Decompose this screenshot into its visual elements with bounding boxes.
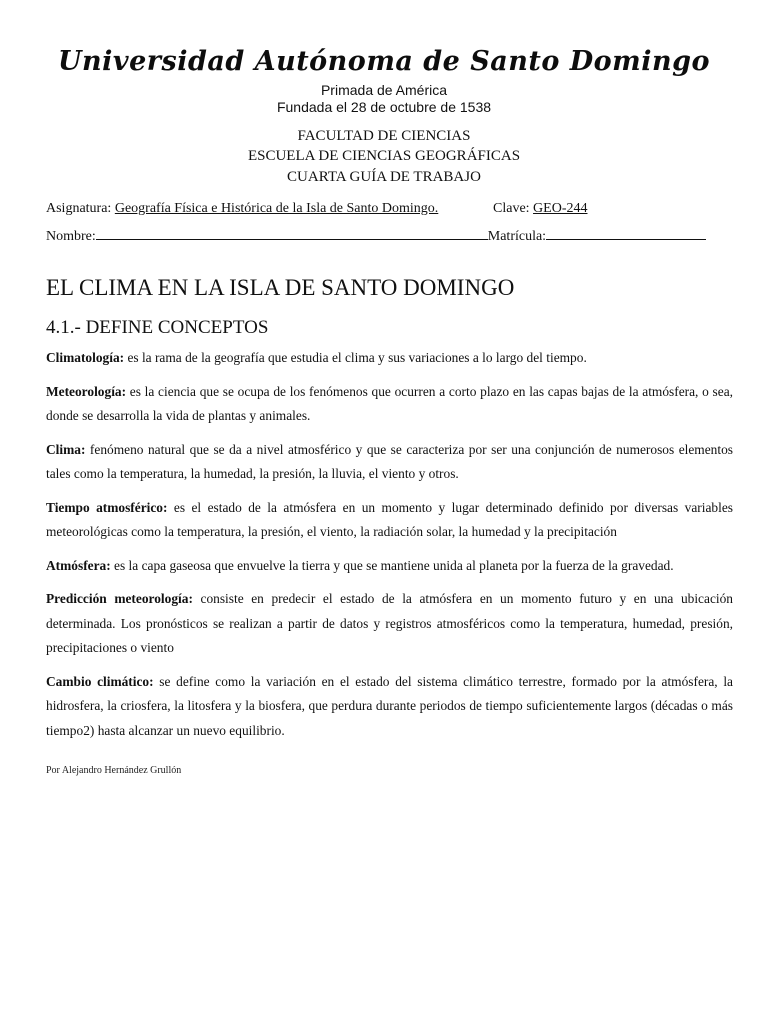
definition-term: Predicción meteorología: (46, 591, 193, 606)
section-title: 4.1.- DEFINE CONCEPTOS (46, 317, 269, 338)
definition-term: Atmósfera: (46, 557, 111, 573)
definition-item (46, 670, 733, 744)
definition-term: Tiempo atmosférico: (46, 499, 168, 515)
clave-label: Clave: (493, 201, 534, 216)
definition-text: es el estado de la atmósfera en un momento y lugar determinado definido por diversas variables meteorológicas como la temperatura, la presión, el viento, la radiación solar, la humedad y la precipitación (46, 499, 733, 539)
definition-text: es la capa gaseosa que envuelve la tierra y que se mantiene unida al planeta por la fuerza de la gravedad. (110, 557, 674, 573)
definition-term: Cambio climático: (46, 673, 154, 689)
definition-term: Clima: (46, 441, 86, 457)
asignatura-value: Geografía Física e Histórica de la Isla de Santo Domingo. (114, 201, 439, 216)
university-subtitle: Primada de América (320, 82, 448, 98)
nombre-label: Nombre: (46, 229, 96, 244)
asignatura-label: Asignatura: (46, 201, 115, 216)
clave-row (493, 201, 587, 217)
definition-text: consiste en predecir el estado de la atmósfera en un momento futuro y en una ubicación determinada. Los pronósticos se realizan a partir de datos y registros atmosféricos como la temperatura, humedad, presión, precipitaciones o viento (46, 591, 733, 655)
definition-text: es la rama de la geografía que estudia el clima y sus variaciones a lo largo del tiempo. (124, 350, 587, 365)
asignatura-row (46, 201, 438, 217)
author-credit: Por Alejandro Hernández Grullón (46, 765, 182, 776)
definition-text: es la ciencia que se ocupa de los fenómenos que ocurren a corto plazo en las capas bajas de la atmósfera, o sea, donde se desarrolla la vida de plantas y animales. (46, 383, 733, 423)
school-name: ESCUELA DE CIENCIAS GEOGRÁFICAS (247, 148, 521, 164)
definition-term: Meteorología: (46, 383, 127, 399)
university-founded: Fundada el 28 de octubre de 1538 (276, 99, 492, 115)
clave-value: GEO-244 (533, 201, 588, 216)
definition-text: se define como la variación en el estado del sistema climático terrestre, formado por la atmósfera, la hidrosfera, la criosfera, la litosfera y la biosfera, que perdura durante periodos de tiempo suficientemente largos (décadas o más tiempo2) hasta alcanzar un nuevo equilibrio. (46, 673, 733, 738)
definition-item (46, 438, 733, 487)
matricula-label: Matrícula: (487, 229, 547, 244)
main-title: EL CLIMA EN LA ISLA DE SANTO DOMINGO (46, 275, 515, 300)
definition-item (46, 587, 733, 661)
definition-item (46, 496, 733, 545)
matricula-blank-field[interactable] (546, 226, 706, 240)
definition-item (46, 346, 733, 371)
definitions-list (46, 346, 733, 752)
nombre-row (46, 226, 706, 245)
definition-item (46, 554, 733, 579)
university-title: Universidad Autónoma de Santo Domingo (57, 46, 711, 77)
definition-text: fenómeno natural que se da a nivel atmosférico y que se caracteriza por ser una conjunción de numerosos elementos tales como la temperatura, la humedad, la presión, la lluvia, el viento y otros. (46, 441, 733, 481)
definition-item (46, 380, 733, 429)
guide-title: CUARTA GUÍA DE TRABAJO (287, 169, 481, 185)
faculty-name: FACULTAD DE CIENCIAS (297, 128, 471, 144)
definition-term: Climatología: (46, 350, 125, 365)
nombre-blank-field[interactable] (96, 226, 488, 240)
